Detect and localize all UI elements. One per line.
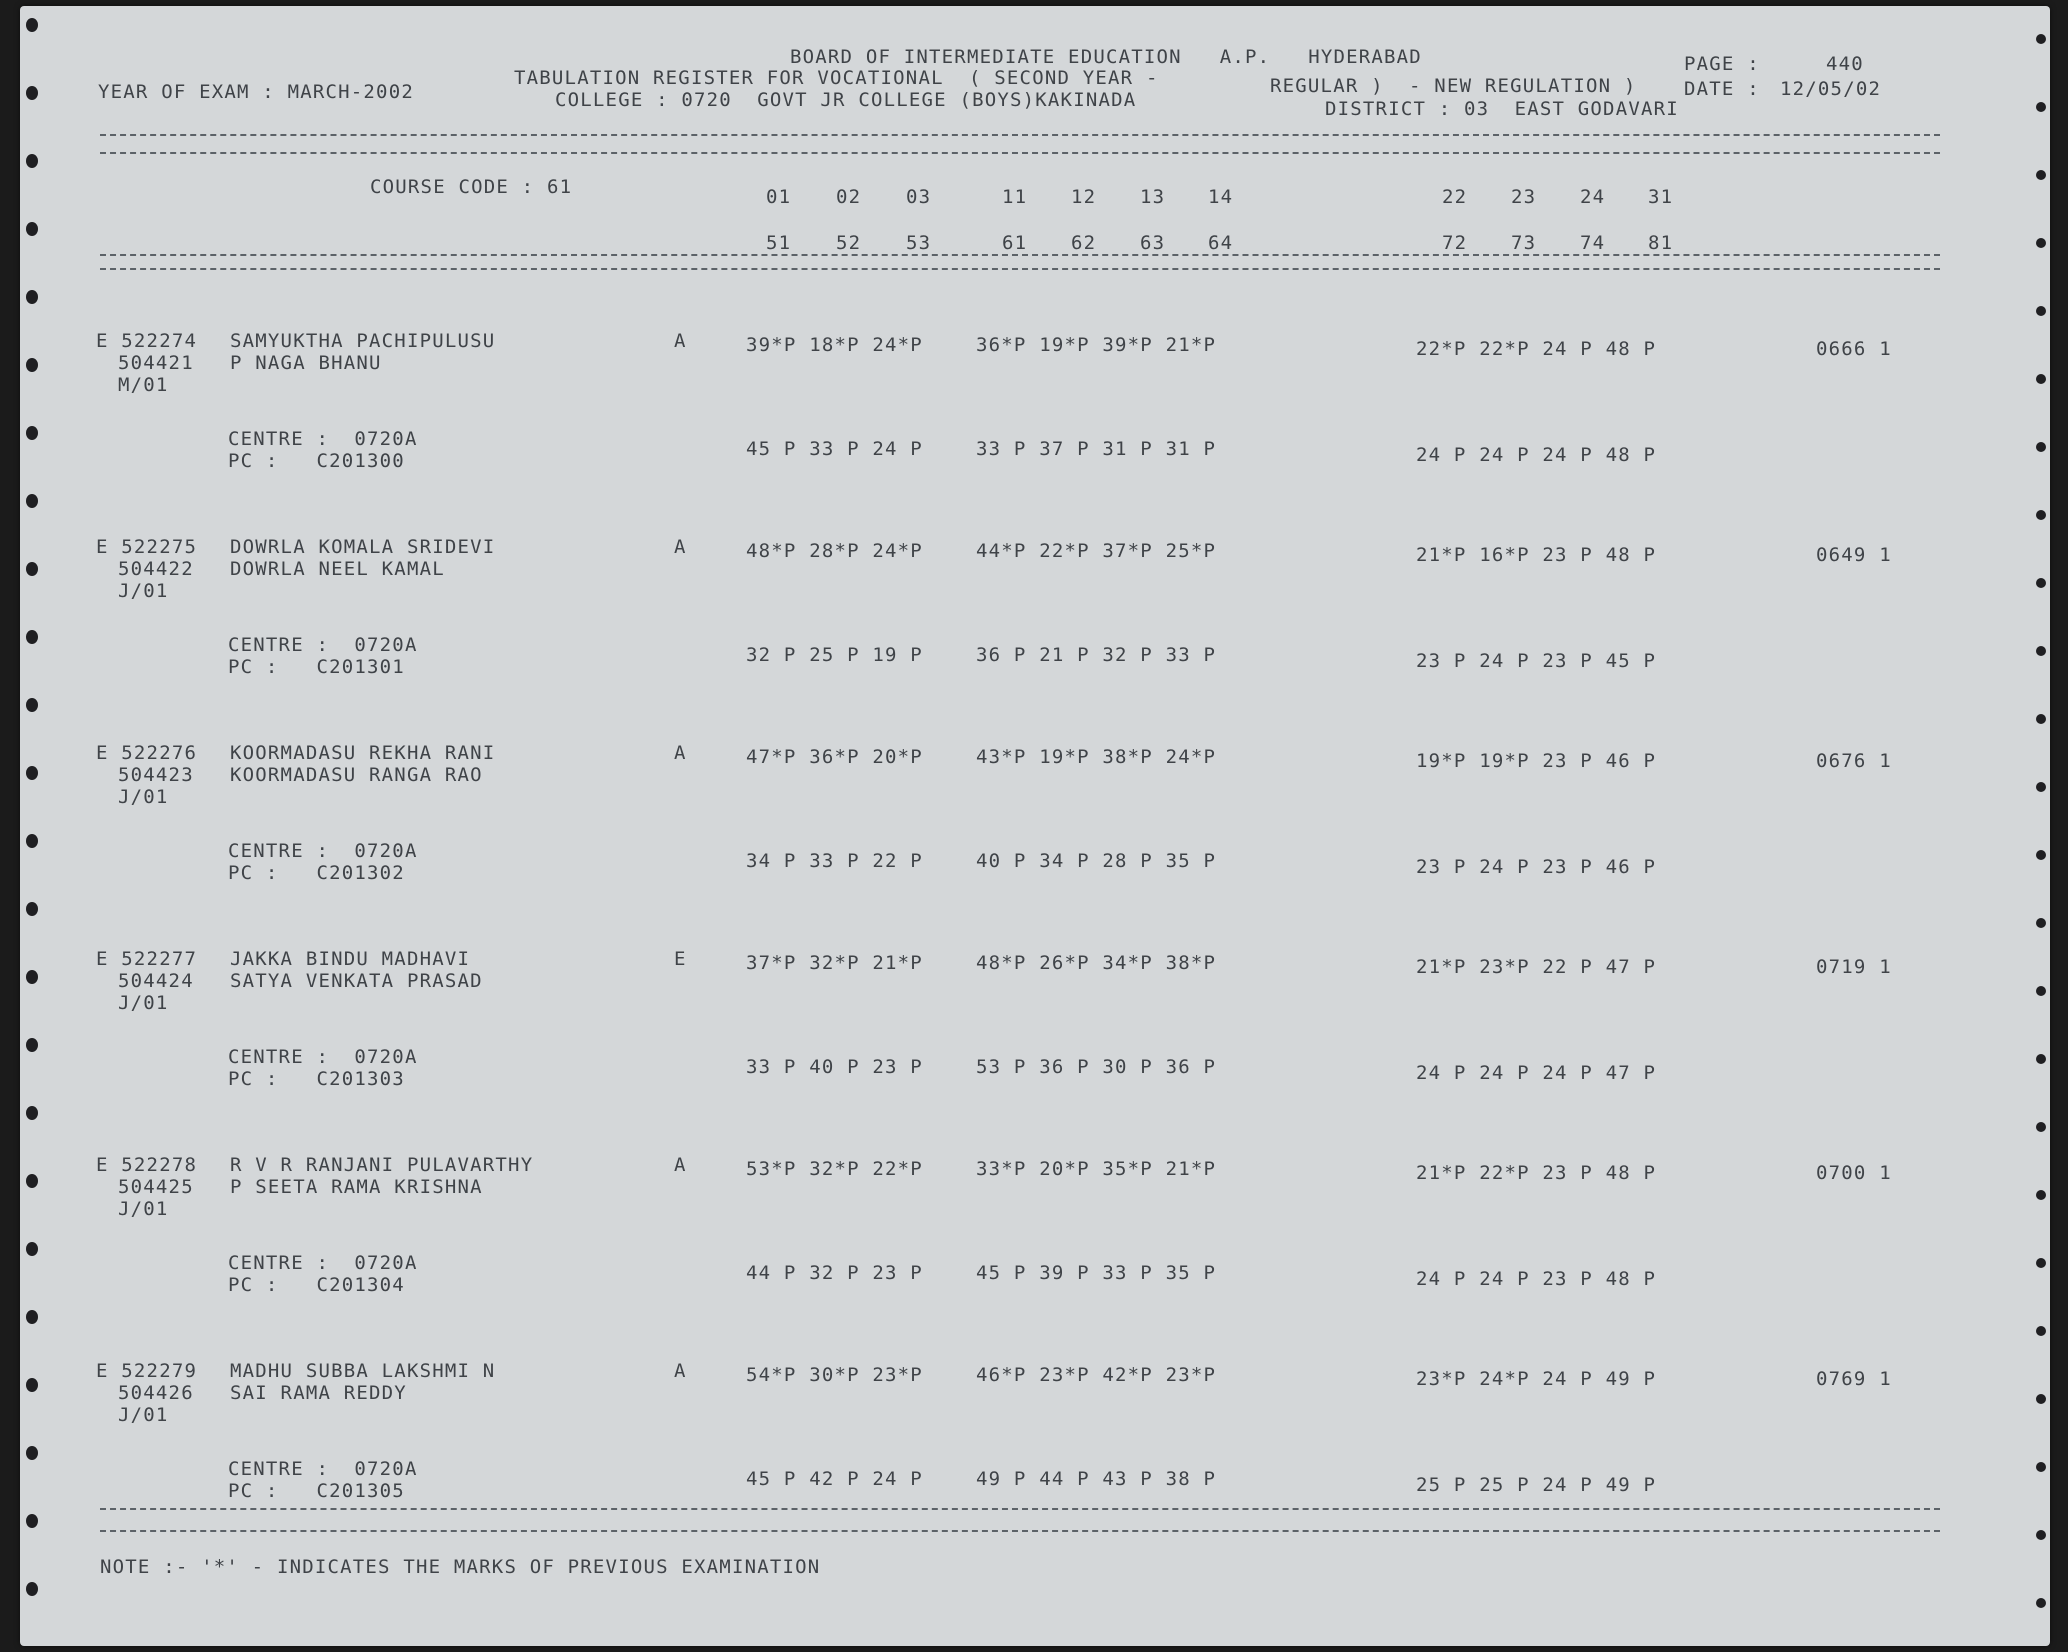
total-marks: 0769 1 xyxy=(1816,1368,1892,1390)
date-value: 12/05/02 xyxy=(1780,78,1882,100)
divider xyxy=(100,268,1940,270)
pc-number: PC : C201303 xyxy=(228,1068,405,1090)
roll-number: E 522274 xyxy=(96,330,198,352)
marks-group-2: 33*P 20*P 35*P 21*P xyxy=(976,1158,1217,1180)
grade: A xyxy=(674,1154,687,1176)
subject-code: 31 xyxy=(1648,186,1674,208)
second-id: 504426 xyxy=(118,1382,194,1404)
student-name: KOORMADASU REKHA RANI xyxy=(230,742,496,764)
marks-group-1: 48*P 28*P 24*P xyxy=(746,540,923,562)
father-name: SATYA VENKATA PRASAD xyxy=(230,970,483,992)
subject-code: 13 xyxy=(1140,186,1166,208)
subject-code: 81 xyxy=(1648,232,1674,254)
register-title: TABULATION REGISTER FOR VOCATIONAL ( SECOND YEAR - xyxy=(514,67,1159,89)
feed-hole xyxy=(26,1446,38,1460)
centre: CENTRE : 0720A xyxy=(228,840,418,862)
marks-row2-group-3: 23 P 24 P 23 P 45 P xyxy=(1416,650,1657,672)
marks-row2-group-1: 45 P 42 P 24 P xyxy=(746,1468,923,1490)
subject-code: 63 xyxy=(1140,232,1166,254)
subject-code: 11 xyxy=(1002,186,1028,208)
marks-group-3: 19*P 19*P 23 P 46 P xyxy=(1416,750,1657,772)
marks-group-3: 21*P 23*P 22 P 47 P xyxy=(1416,956,1657,978)
feed-hole xyxy=(26,766,38,780)
subject-code: 23 xyxy=(1511,186,1537,208)
feed-hole xyxy=(2036,238,2046,248)
grade: A xyxy=(674,536,687,558)
total-marks: 0666 1 xyxy=(1816,338,1892,360)
feed-hole xyxy=(2036,714,2046,724)
divider xyxy=(100,1530,1940,1532)
centre: CENTRE : 0720A xyxy=(228,428,418,450)
second-id: 504425 xyxy=(118,1176,194,1198)
subject-code: 22 xyxy=(1442,186,1468,208)
marks-group-2: 46*P 23*P 42*P 23*P xyxy=(976,1364,1217,1386)
father-name: P NAGA BHANU xyxy=(230,352,382,374)
marks-row2-group-3: 23 P 24 P 23 P 46 P xyxy=(1416,856,1657,878)
board-title: BOARD OF INTERMEDIATE EDUCATION A.P. HYDERABAD xyxy=(790,46,1422,68)
marks-group-1: 37*P 32*P 21*P xyxy=(746,952,923,974)
centre: CENTRE : 0720A xyxy=(228,634,418,656)
feed-hole xyxy=(2036,1190,2046,1200)
marks-group-1: 47*P 36*P 20*P xyxy=(746,746,923,768)
marks-row2-group-3: 25 P 25 P 24 P 49 P xyxy=(1416,1474,1657,1496)
feed-hole xyxy=(2036,1258,2046,1268)
feed-hole xyxy=(26,1378,38,1392)
feed-hole xyxy=(26,86,38,100)
feed-hole xyxy=(2036,102,2046,112)
pc-number: PC : C201305 xyxy=(228,1480,405,1502)
student-name: R V R RANJANI PULAVARTHY xyxy=(230,1154,534,1176)
feed-hole xyxy=(26,18,38,32)
student-name: SAMYUKTHA PACHIPULUSU xyxy=(230,330,496,352)
student-name: DOWRLA KOMALA SRIDEVI xyxy=(230,536,496,558)
second-id: 504422 xyxy=(118,558,194,580)
feed-hole xyxy=(26,1174,38,1188)
feed-hole xyxy=(2036,1598,2046,1608)
subject-code: 51 xyxy=(766,232,792,254)
marks-row2-group-2: 40 P 34 P 28 P 35 P xyxy=(976,850,1217,872)
feed-hole xyxy=(26,698,38,712)
tabulation-register-sheet xyxy=(20,6,2050,1646)
marks-row2-group-2: 36 P 21 P 32 P 33 P xyxy=(976,644,1217,666)
marks-row2-group-3: 24 P 24 P 23 P 48 P xyxy=(1416,1268,1657,1290)
grade: A xyxy=(674,742,687,764)
marks-row2-group-2: 33 P 37 P 31 P 31 P xyxy=(976,438,1217,460)
feed-hole xyxy=(2036,306,2046,316)
roll-number: E 522276 xyxy=(96,742,198,764)
marks-row2-group-2: 49 P 44 P 43 P 38 P xyxy=(976,1468,1217,1490)
marks-group-3: 22*P 22*P 24 P 48 P xyxy=(1416,338,1657,360)
subject-code: 61 xyxy=(1002,232,1028,254)
second-id: 504423 xyxy=(118,764,194,786)
subject-code: 03 xyxy=(906,186,932,208)
year-of-exam: YEAR OF EXAM : MARCH-2002 xyxy=(98,81,414,103)
marks-row2-group-1: 32 P 25 P 19 P xyxy=(746,644,923,666)
feed-hole xyxy=(26,426,38,440)
page-number: 440 xyxy=(1826,53,1864,75)
divider xyxy=(100,134,1940,136)
feed-hole xyxy=(2036,986,2046,996)
feed-hole xyxy=(2036,1326,2046,1336)
feed-hole xyxy=(2036,1530,2046,1540)
subject-code: 72 xyxy=(1442,232,1468,254)
centre: CENTRE : 0720A xyxy=(228,1458,418,1480)
feed-hole xyxy=(2036,1122,2046,1132)
footnote: NOTE :- '*' - INDICATES THE MARKS OF PREVIOUS EXAMINATION xyxy=(100,1556,821,1578)
roll-number: E 522278 xyxy=(96,1154,198,1176)
feed-hole xyxy=(2036,646,2046,656)
pc-number: PC : C201304 xyxy=(228,1274,405,1296)
student-name: JAKKA BINDU MADHAVI xyxy=(230,948,471,970)
subject-code: 24 xyxy=(1580,186,1606,208)
marks-group-3: 21*P 16*P 23 P 48 P xyxy=(1416,544,1657,566)
father-name: DOWRLA NEEL KAMAL xyxy=(230,558,445,580)
feed-hole xyxy=(26,154,38,168)
subject-code: 12 xyxy=(1071,186,1097,208)
marks-group-1: 53*P 32*P 22*P xyxy=(746,1158,923,1180)
feed-hole xyxy=(2036,510,2046,520)
regulation-text: REGULAR ) - NEW REGULATION ) xyxy=(1270,75,1637,97)
feed-hole xyxy=(26,358,38,372)
subject-code: 52 xyxy=(836,232,862,254)
grade: E xyxy=(674,948,687,970)
marks-row2-group-1: 45 P 33 P 24 P xyxy=(746,438,923,460)
centre: CENTRE : 0720A xyxy=(228,1046,418,1068)
roll-number: E 522275 xyxy=(96,536,198,558)
marks-group-2: 43*P 19*P 38*P 24*P xyxy=(976,746,1217,768)
marks-row2-group-2: 53 P 36 P 30 P 36 P xyxy=(976,1056,1217,1078)
feed-hole xyxy=(2036,374,2046,384)
page-label: PAGE : xyxy=(1684,53,1760,75)
subject-code: 64 xyxy=(1208,232,1234,254)
marks-row2-group-3: 24 P 24 P 24 P 47 P xyxy=(1416,1062,1657,1084)
centre: CENTRE : 0720A xyxy=(228,1252,418,1274)
feed-hole xyxy=(26,290,38,304)
divider xyxy=(100,254,1940,256)
feed-hole xyxy=(2036,442,2046,452)
feed-hole xyxy=(26,1514,38,1528)
father-name: KOORMADASU RANGA RAO xyxy=(230,764,483,786)
marks-row2-group-3: 24 P 24 P 24 P 48 P xyxy=(1416,444,1657,466)
second-id: 504421 xyxy=(118,352,194,374)
divider xyxy=(100,152,1940,154)
father-name: P SEETA RAMA KRISHNA xyxy=(230,1176,483,1198)
feed-hole xyxy=(2036,782,2046,792)
district-info: DISTRICT : 03 EAST GODAVARI xyxy=(1325,98,1679,120)
category: M/01 xyxy=(118,374,169,396)
feed-hole xyxy=(26,1310,38,1324)
date-label: DATE : xyxy=(1684,78,1760,100)
category: J/01 xyxy=(118,580,169,602)
subject-code: 73 xyxy=(1511,232,1537,254)
father-name: SAI RAMA REDDY xyxy=(230,1382,407,1404)
pc-number: PC : C201301 xyxy=(228,656,405,678)
marks-group-2: 48*P 26*P 34*P 38*P xyxy=(976,952,1217,974)
subject-code: 62 xyxy=(1071,232,1097,254)
total-marks: 0676 1 xyxy=(1816,750,1892,772)
total-marks: 0719 1 xyxy=(1816,956,1892,978)
category: J/01 xyxy=(118,1198,169,1220)
feed-hole xyxy=(26,494,38,508)
course-code: COURSE CODE : 61 xyxy=(370,176,573,198)
marks-row2-group-1: 44 P 32 P 23 P xyxy=(746,1262,923,1284)
feed-hole xyxy=(2036,1462,2046,1472)
feed-hole xyxy=(2036,578,2046,588)
category: J/01 xyxy=(118,1404,169,1426)
marks-row2-group-1: 34 P 33 P 22 P xyxy=(746,850,923,872)
subject-code: 74 xyxy=(1580,232,1606,254)
second-id: 504424 xyxy=(118,970,194,992)
pc-number: PC : C201302 xyxy=(228,862,405,884)
marks-group-3: 23*P 24*P 24 P 49 P xyxy=(1416,1368,1657,1390)
feed-hole xyxy=(26,1106,38,1120)
feed-hole xyxy=(2036,850,2046,860)
feed-hole xyxy=(2036,1394,2046,1404)
feed-hole xyxy=(26,1582,38,1596)
marks-row2-group-1: 33 P 40 P 23 P xyxy=(746,1056,923,1078)
student-name: MADHU SUBBA LAKSHMI N xyxy=(230,1360,496,1382)
marks-group-3: 21*P 22*P 23 P 48 P xyxy=(1416,1162,1657,1184)
feed-hole xyxy=(26,1038,38,1052)
feed-hole xyxy=(26,630,38,644)
category: J/01 xyxy=(118,992,169,1014)
feed-hole xyxy=(26,222,38,236)
marks-group-2: 36*P 19*P 39*P 21*P xyxy=(976,334,1217,356)
feed-hole xyxy=(26,834,38,848)
marks-group-1: 54*P 30*P 23*P xyxy=(746,1364,923,1386)
marks-row2-group-2: 45 P 39 P 33 P 35 P xyxy=(976,1262,1217,1284)
grade: A xyxy=(674,1360,687,1382)
feed-hole xyxy=(26,1242,38,1256)
feed-hole xyxy=(26,902,38,916)
feed-hole xyxy=(2036,1054,2046,1064)
feed-hole xyxy=(26,562,38,576)
feed-hole xyxy=(2036,34,2046,44)
feed-hole xyxy=(2036,918,2046,928)
subject-code: 14 xyxy=(1208,186,1234,208)
feed-hole xyxy=(2036,170,2046,180)
subject-code: 02 xyxy=(836,186,862,208)
category: J/01 xyxy=(118,786,169,808)
feed-hole xyxy=(26,970,38,984)
roll-number: E 522279 xyxy=(96,1360,198,1382)
marks-group-1: 39*P 18*P 24*P xyxy=(746,334,923,356)
subject-code: 53 xyxy=(906,232,932,254)
divider xyxy=(100,1508,1940,1510)
total-marks: 0700 1 xyxy=(1816,1162,1892,1184)
pc-number: PC : C201300 xyxy=(228,450,405,472)
subject-code: 01 xyxy=(766,186,792,208)
roll-number: E 522277 xyxy=(96,948,198,970)
grade: A xyxy=(674,330,687,352)
marks-group-2: 44*P 22*P 37*P 25*P xyxy=(976,540,1217,562)
college-info: COLLEGE : 0720 GOVT JR COLLEGE (BOYS)KAKINADA xyxy=(555,89,1137,111)
total-marks: 0649 1 xyxy=(1816,544,1892,566)
